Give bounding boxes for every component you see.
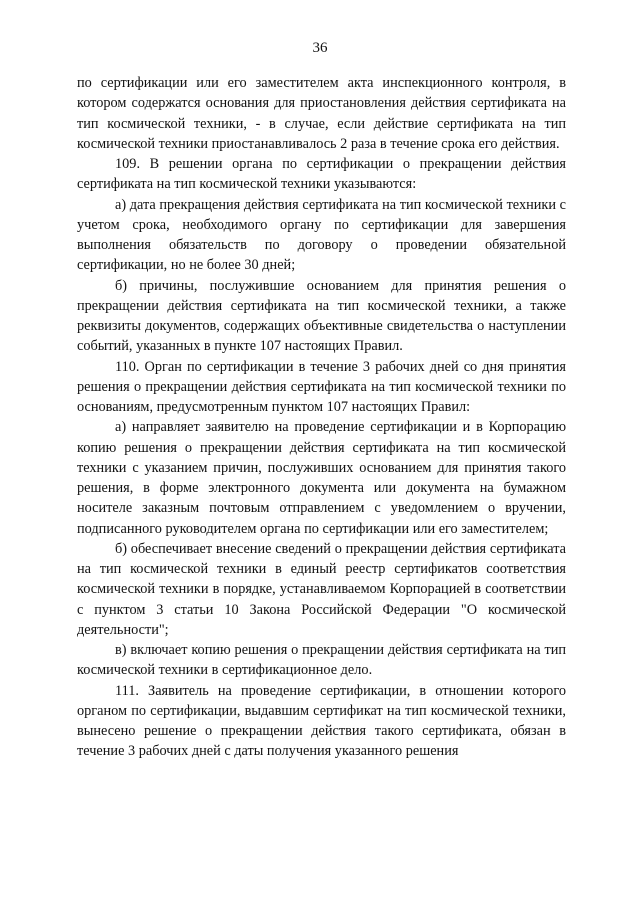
paragraph-110: 110. Орган по сертификации в течение 3 рабочих дней со дня принятия решения о прекращении действия сертификата на тип космической техники по основаниям, предусмотренным пунктом 107 настоящих Правил:: [77, 358, 566, 415]
paragraph-continuation: по сертификации или его заместителем акта инспекционного контроля, в котором содержатся основания для приостановления действия сертификата на тип космической техники, - в случае, если действие сертификата на тип космической техники приостанавливалось 2 раза в течение срока его действия.: [77, 75, 566, 152]
paragraph-111: 111. Заявитель на проведение сертификации, в отношении которого органом по сертификации, выдавшим сертификат на тип космической техники, вынесено решение о прекращении действия такого сертификата, обязан в течение 3 рабочих дней с даты получения указанного решения: [77, 682, 566, 760]
paragraph-109-a: а) дата прекращения действия сертификата на тип космической техники с учетом срока, необходимого органу по сертификации для завершения выполнения обязательств по договору о проведении обязательной сертификации, но не более 30 дней;: [77, 196, 566, 274]
paragraph-110-c: в) включает копию решения о прекращении действия сертификата на тип космической техники в сертификационное дело.: [77, 642, 566, 679]
page-number: 36: [312, 40, 328, 56]
paragraph-109-b: б) причины, послужившие основанием для принятия решения о прекращении действия сертификата на тип космической техники, а также реквизиты документов, содержащих объективные свидетельства о наступлении событий, указанных в пункте 107 настоящих Правил.: [77, 277, 566, 355]
paragraph-110-b: б) обеспечивает внесение сведений о прекращении действия сертификата на тип космической техники в единый реестр сертификатов соответствия космической техники в порядке, устанавливаемом Корпорацией в соответствии с пунктом 3 статьи 10 Закона Российской Федерации "О космической деятельности";: [77, 540, 566, 638]
document-body: [77, 73, 566, 762]
paragraph-109: 109. В решении органа по сертификации о прекращении действия сертификата на тип космической техники указываются:: [77, 156, 566, 193]
paragraph-110-a: а) направляет заявителю на проведение сертификации и в Корпорацию копию решения о прекращении действия сертификата на тип космической техники с указанием причин, послуживших основанием для принятия такого решения, в форме электронного документа или документа на бумажном носителе заказным почтовым отправлением с уведомлением о вручении, подписанного руководителем органа по сертификации или его заместителем;: [77, 419, 566, 537]
